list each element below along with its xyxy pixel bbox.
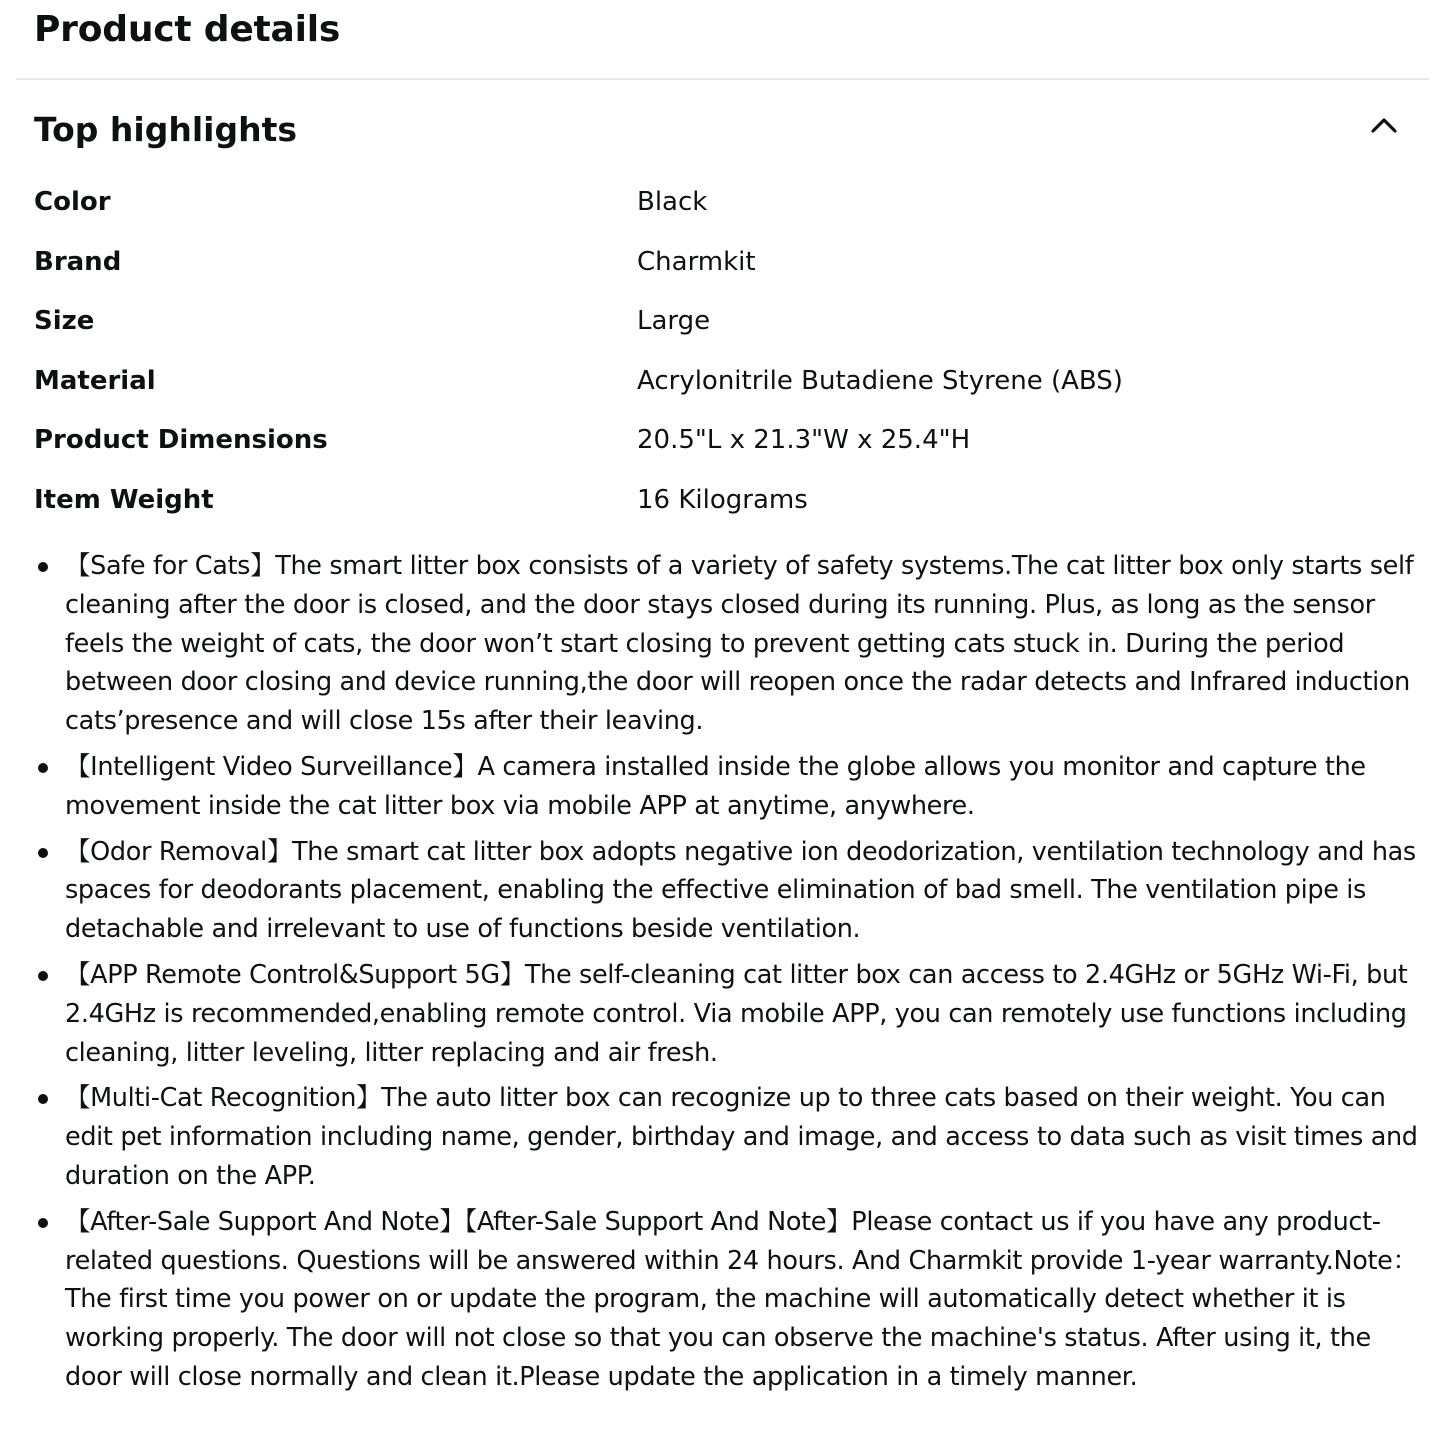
- bullet-dot-icon: [38, 1218, 48, 1228]
- list-item: [0, 833, 1445, 949]
- header-divider: [16, 78, 1429, 80]
- bullet-text: 【Multi-Cat Recognition】The auto litter box can recognize up to three cats based on their weight. You can edit pet information including name, gender, birthday and image, and access to data such as visit times and duration on the APP.: [65, 1083, 1418, 1191]
- specs-table: [34, 180, 1414, 538]
- bullet-dot-icon: [38, 1094, 48, 1104]
- spec-value: 20.5"L x 21.3"W x 25.4"H: [637, 425, 971, 456]
- bullet-text: 【Intelligent Video Surveillance】A camera installed inside the globe allows you monitor and capture the movement inside the cat litter box via mobile APP at anytime, anywhere.: [65, 751, 1366, 821]
- spec-row-dimensions: [34, 418, 1414, 478]
- spec-value: Black: [637, 187, 708, 217]
- section-title: Top highlights: [34, 110, 297, 149]
- feature-bullets: [0, 547, 1445, 1404]
- spec-label: Color: [34, 187, 111, 217]
- spec-label: Product Dimensions: [34, 425, 328, 456]
- bullet-text: 【After-Sale Support And Note】【After-Sale Support And Note】Please contact us if you have any product-related questions. Questions will be answered within 24 hours. And Charmkit provide 1-year warranty.Note：The first time you power on or update the program, the machine will automatically detect whether it is working properly. The door will not close so that you can observe the machine's status. After using it, the door will close normally and clean it.Please update the application in a timely manner.: [65, 1206, 1418, 1392]
- spec-row-color: [34, 180, 1414, 240]
- spec-label: Material: [34, 365, 156, 396]
- spec-label: Item Weight: [34, 484, 214, 515]
- page-title: Product details: [34, 9, 341, 50]
- spec-value: 16 Kilograms: [637, 484, 808, 515]
- bullet-text: 【APP Remote Control&Support 5G】The self-cleaning cat litter box can access to 2.4GHz or 5GHz Wi-Fi, but 2.4GHz is recommended,enabling remote control. Via mobile APP, you can remotely use functions including cleaning, litter leveling, litter replacing and air fresh.: [65, 959, 1408, 1068]
- chevron-up-icon[interactable]: [1366, 108, 1402, 144]
- spec-value: Charmkit: [637, 246, 756, 277]
- spec-row-size: [34, 299, 1414, 359]
- bullet-dot-icon: [38, 971, 48, 981]
- spec-label: Brand: [34, 246, 122, 277]
- spec-value: Acrylonitrile Butadiene Styrene (ABS): [637, 365, 1123, 396]
- top-highlights-header[interactable]: [0, 104, 1445, 156]
- spec-row-material: [34, 359, 1414, 419]
- spec-row-brand: [34, 240, 1414, 300]
- spec-value: Large: [637, 306, 711, 337]
- list-item: [0, 1079, 1445, 1195]
- bullet-dot-icon: [38, 562, 48, 572]
- list-item: [0, 1203, 1445, 1397]
- list-item: [0, 748, 1445, 826]
- bullet-dot-icon: [38, 763, 48, 773]
- spec-row-weight: [34, 478, 1414, 538]
- bullet-dot-icon: [38, 848, 48, 858]
- spec-label: Size: [34, 306, 95, 337]
- list-item: [0, 956, 1445, 1072]
- list-item: [0, 547, 1445, 741]
- bullet-text: 【Odor Removal】The smart cat litter box adopts negative ion deodorization, ventilation technology and has spaces for deodorants placement, enabling the effective elimination of bad smell. The ventilation pipe is detachable and irrelevant to use of functions beside ventilation.: [65, 836, 1416, 945]
- bullet-text: 【Safe for Cats】The smart litter box consists of a variety of safety systems.The cat litter box only starts self cleaning after the door is closed, and the door stays closed during its running. Plus, as long as the sensor feels the weight of cats, the door won’t start closing to prevent getting cats stuck in. During the period between door closing and device running,the door will reopen once the radar detects and Infrared induction cats’presence and will close 15s after their leaving.: [65, 551, 1414, 737]
